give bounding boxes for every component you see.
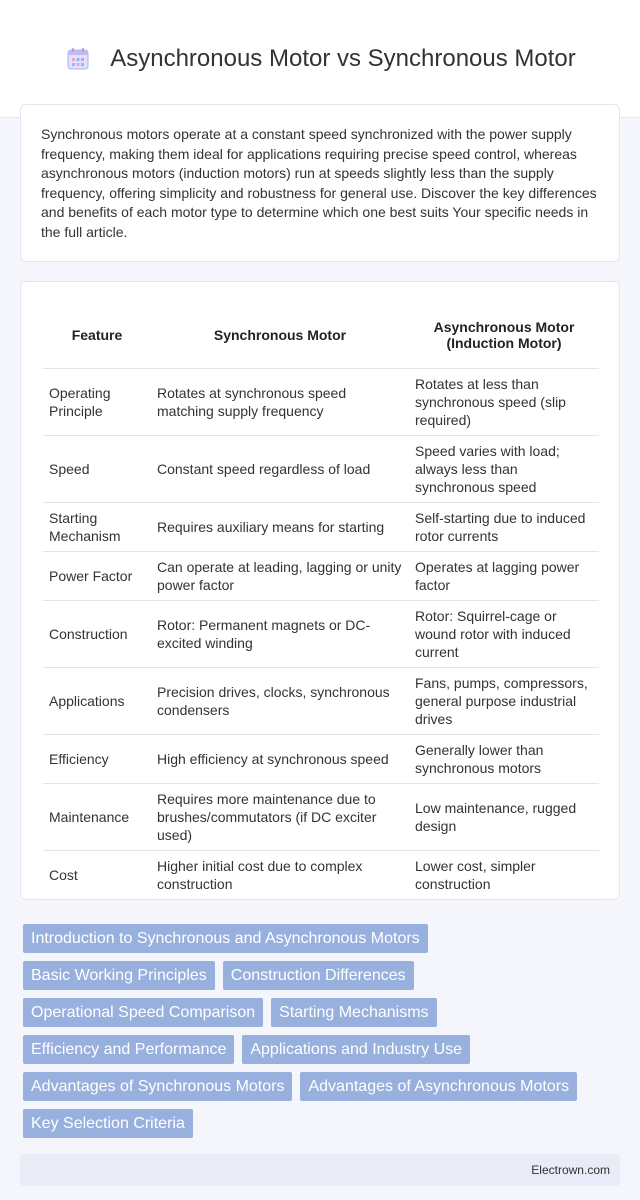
tag-operational-speed[interactable]: Operational Speed Comparison xyxy=(23,998,263,1027)
cell-asynchronous: Speed varies with load; always less than synchronous speed xyxy=(409,436,599,503)
footer-site-name[interactable]: Electrown.com xyxy=(531,1163,610,1177)
table-row xyxy=(43,601,599,668)
page-header xyxy=(0,0,640,118)
cell-asynchronous: Generally lower than synchronous motors xyxy=(409,735,599,784)
cell-asynchronous: Fans, pumps, compressors, general purpose industrial drives xyxy=(409,668,599,735)
table-row xyxy=(43,784,599,851)
tag-selection-criteria[interactable]: Key Selection Criteria xyxy=(23,1109,193,1138)
cell-feature: Applications xyxy=(43,668,151,735)
cell-synchronous: Rotates at synchronous speed matching supply frequency xyxy=(151,369,409,436)
intro-card xyxy=(20,104,620,262)
topic-tags xyxy=(23,924,623,1138)
page-title: Asynchronous Motor vs Synchronous Motor xyxy=(110,44,576,72)
tag-applications[interactable]: Applications and Industry Use xyxy=(242,1035,470,1064)
table-row xyxy=(43,668,599,735)
table-row xyxy=(43,436,599,503)
comparison-table xyxy=(43,302,599,900)
cell-asynchronous: Self-starting due to induced rotor currents xyxy=(409,503,599,552)
tag-advantages-asynchronous[interactable]: Advantages of Asynchronous Motors xyxy=(300,1072,577,1101)
table-row xyxy=(43,503,599,552)
cell-synchronous: Requires more maintenance due to brushes/commutators (if DC exciter used) xyxy=(151,784,409,851)
tag-introduction[interactable]: Introduction to Synchronous and Asynchronous Motors xyxy=(23,924,428,953)
cell-feature: Efficiency xyxy=(43,735,151,784)
cell-synchronous: Can operate at leading, lagging or unity power factor xyxy=(151,552,409,601)
header-synchronous: Synchronous Motor xyxy=(151,302,409,369)
cell-synchronous: Precision drives, clocks, synchronous condensers xyxy=(151,668,409,735)
header-feature: Feature xyxy=(43,302,151,369)
table-row xyxy=(43,552,599,601)
cell-synchronous: High efficiency at synchronous speed xyxy=(151,735,409,784)
cell-asynchronous: Rotor: Squirrel-cage or wound rotor with induced current xyxy=(409,601,599,668)
cell-feature: Maintenance xyxy=(43,784,151,851)
cell-feature: Power Factor xyxy=(43,552,151,601)
cell-feature: Construction xyxy=(43,601,151,668)
cell-asynchronous: Operates at lagging power factor xyxy=(409,552,599,601)
intro-text: Synchronous motors operate at a constant speed synchronized with the power supply frequency, making them ideal for applications requiring precise speed control, whereas asynchronous motors (induction motors) run at speeds slightly less than the supply frequency, offering simplicity and robustness for general use. Discover the key differences and benefits of each motor type to determine which one best suits Your specific needs in the full article. xyxy=(41,126,597,240)
comparison-table-card xyxy=(20,281,620,900)
tag-starting-mechanisms[interactable]: Starting Mechanisms xyxy=(271,998,436,1027)
tag-efficiency-performance[interactable]: Efficiency and Performance xyxy=(23,1035,234,1064)
cell-synchronous: Higher initial cost due to complex construction xyxy=(151,851,409,900)
cell-feature: Speed xyxy=(43,436,151,503)
page-footer xyxy=(20,1154,620,1186)
table-row xyxy=(43,735,599,784)
cell-synchronous: Requires auxiliary means for starting xyxy=(151,503,409,552)
header-asynchronous: Asynchronous Motor (Induction Motor) xyxy=(409,302,599,369)
calendar-grid-icon xyxy=(64,45,92,73)
tag-construction-differences[interactable]: Construction Differences xyxy=(223,961,414,990)
cell-asynchronous: Lower cost, simpler construction xyxy=(409,851,599,900)
header-inner xyxy=(64,45,576,73)
cell-asynchronous: Low maintenance, rugged design xyxy=(409,784,599,851)
cell-synchronous: Rotor: Permanent magnets or DC-excited winding xyxy=(151,601,409,668)
cell-synchronous: Constant speed regardless of load xyxy=(151,436,409,503)
cell-feature: Cost xyxy=(43,851,151,900)
tag-advantages-synchronous[interactable]: Advantages of Synchronous Motors xyxy=(23,1072,292,1101)
table-header-row xyxy=(43,302,599,369)
table-row xyxy=(43,369,599,436)
cell-feature: Starting Mechanism xyxy=(43,503,151,552)
cell-asynchronous: Rotates at less than synchronous speed (slip required) xyxy=(409,369,599,436)
tag-basic-working-principles[interactable]: Basic Working Principles xyxy=(23,961,215,990)
table-row xyxy=(43,851,599,900)
cell-feature: Operating Principle xyxy=(43,369,151,436)
